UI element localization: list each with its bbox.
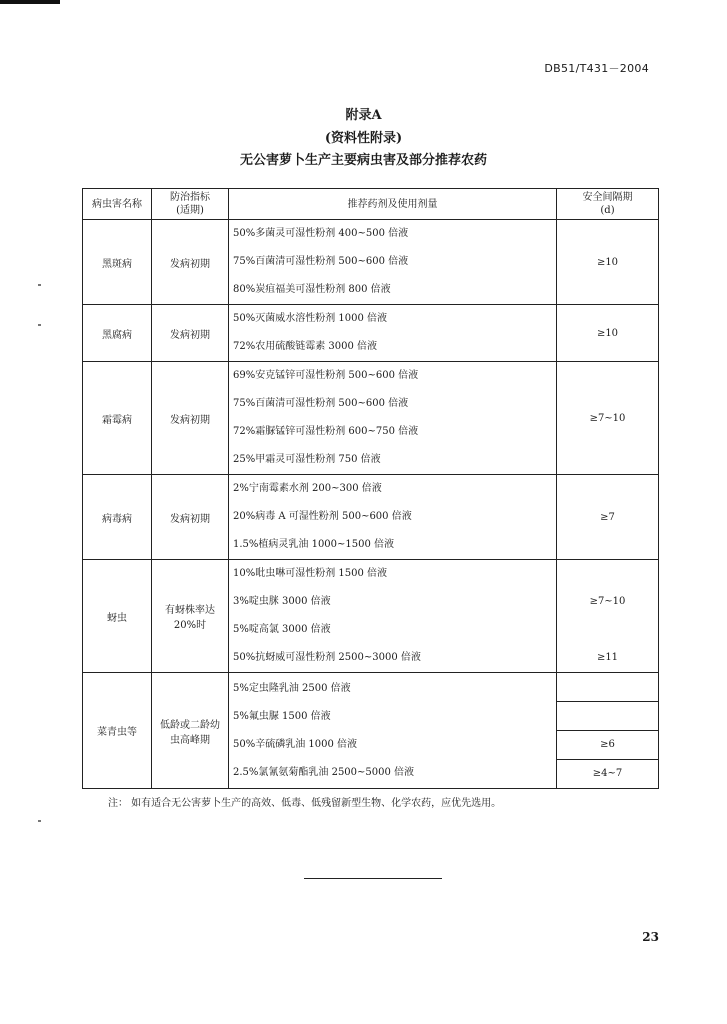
pesticide-item: 5%定虫隆乳油 2500 倍液	[233, 682, 351, 694]
header-control-index	[152, 189, 229, 220]
pesticide-item: 5%啶高氯 3000 倍液	[233, 624, 331, 635]
pesticide-item: 50%灭菌威水溶性粉剂 1000 倍液	[233, 313, 388, 324]
table-row	[83, 475, 659, 560]
pesticide-list	[229, 673, 557, 789]
table-row	[83, 560, 659, 673]
pest-name: 蚜虫	[83, 560, 152, 673]
pest-name: 病毒病	[83, 475, 152, 560]
safety-interval-a: ≥7~10	[589, 596, 626, 607]
safety-interval: ≥7	[557, 475, 659, 560]
pest-name: 黑腐病	[83, 305, 152, 362]
control-index-line1: 低龄或二龄幼	[160, 719, 220, 731]
pesticide-item: 80%炭疽福美可湿性粉剂 800 倍液	[233, 284, 391, 295]
header-control-index-line2: (适期)	[176, 205, 204, 216]
pesticide-item: 5%氟虫脲 1500 倍液	[233, 710, 331, 722]
control-index: 发病初期	[152, 362, 229, 475]
pesticide-item: 20%病毒 A 可湿性粉剂 500~600 倍液	[233, 511, 412, 522]
spacer	[557, 701, 658, 730]
header-pesticide: 推荐药剂及使用剂量	[229, 189, 557, 220]
pest-name: 霜霉病	[83, 362, 152, 475]
pesticide-list	[229, 362, 557, 475]
safety-interval-b: ≥11	[596, 652, 619, 663]
pesticide-item: 1.5%植病灵乳油 1000~1500 倍液	[233, 539, 395, 550]
control-index-line1: 有蚜株率达	[165, 605, 215, 616]
table-row	[83, 305, 659, 362]
header-interval-line2: (d)	[600, 205, 615, 216]
page-number: 23	[642, 930, 659, 944]
safety-interval: ≥10	[557, 220, 659, 305]
header-pest-name: 病虫害名称	[83, 189, 152, 220]
pesticide-item: 75%百菌清可湿性粉剂 500~600 倍液	[233, 398, 409, 409]
control-index	[152, 673, 229, 789]
pest-name: 黑斑病	[83, 220, 152, 305]
appendix-type: (资料性附录)	[324, 131, 403, 146]
header-control-index-line1: 防治指标	[170, 192, 210, 203]
end-rule	[304, 878, 442, 879]
pesticide-list	[229, 475, 557, 560]
pesticide-item: 10%吡虫啉可湿性粉剂 1500 倍液	[233, 568, 388, 579]
pesticide-item: 50%多菌灵可湿性粉剂 400~500 倍液	[233, 228, 409, 239]
scan-speck	[38, 284, 41, 286]
control-index: 发病初期	[152, 475, 229, 560]
table-header-row	[83, 189, 659, 220]
pesticide-item: 72%农用硫酸链霉素 3000 倍液	[233, 341, 378, 352]
pesticide-list	[229, 560, 557, 673]
table-row	[83, 220, 659, 305]
appendix-title: 附录A	[345, 108, 382, 123]
standard-code: DB51/T431－2004	[544, 62, 649, 75]
safety-interval	[557, 560, 659, 673]
control-index-line2: 虫高峰期	[170, 734, 210, 746]
pesticide-item: 50%抗蚜威可湿性粉剂 2500~3000 倍液	[233, 652, 421, 663]
safety-interval: ≥7~10	[557, 362, 659, 475]
pesticide-item: 50%辛硫磷乳油 1000 倍液	[233, 738, 358, 750]
header-interval-line1: 安全间隔期	[582, 192, 633, 203]
pesticide-item: 3%啶虫脒 3000 倍液	[233, 596, 331, 607]
scan-edge-mark	[0, 0, 60, 4]
table-row	[83, 673, 659, 789]
pesticide-item: 72%霜脲锰锌可湿性粉剂 600~750 倍液	[233, 426, 419, 437]
safety-interval	[557, 673, 659, 789]
footnote: 注： 如有适合无公害萝卜生产的高效、低毒、低残留新型生物、化学农药，应优先选用。	[108, 798, 502, 809]
pesticide-list	[229, 305, 557, 362]
safety-interval-b: ≥4~7	[557, 759, 658, 788]
safety-interval-a: ≥6	[557, 730, 658, 759]
spacer	[557, 616, 658, 644]
pest-name: 菜青虫等	[83, 673, 152, 789]
control-index: 发病初期	[152, 220, 229, 305]
scan-speck	[38, 324, 41, 326]
control-index-line2: 20%时	[173, 620, 207, 631]
table-row	[83, 362, 659, 475]
control-index	[152, 560, 229, 673]
pesticide-item: 25%甲霜灵可湿性粉剂 750 倍液	[233, 454, 381, 465]
appendix-heading: 无公害萝卜生产主要病虫害及部分推荐农药	[239, 153, 487, 168]
scan-speck	[38, 820, 41, 822]
control-index: 发病初期	[152, 305, 229, 362]
pesticide-item: 75%百菌清可湿性粉剂 500~600 倍液	[233, 256, 409, 267]
spacer	[557, 673, 658, 701]
pesticide-list	[229, 220, 557, 305]
pesticide-item: 2%宁南霉素水剂 200~300 倍液	[233, 483, 382, 494]
safety-interval: ≥10	[557, 305, 659, 362]
pesticide-item: 2.5%氯氰氨菊酯乳油 2500~5000 倍液	[233, 766, 415, 778]
header-interval	[557, 189, 659, 220]
pesticide-table	[82, 188, 659, 789]
spacer	[557, 560, 658, 588]
pesticide-item: 69%安克锰锌可湿性粉剂 500~600 倍液	[233, 370, 419, 381]
